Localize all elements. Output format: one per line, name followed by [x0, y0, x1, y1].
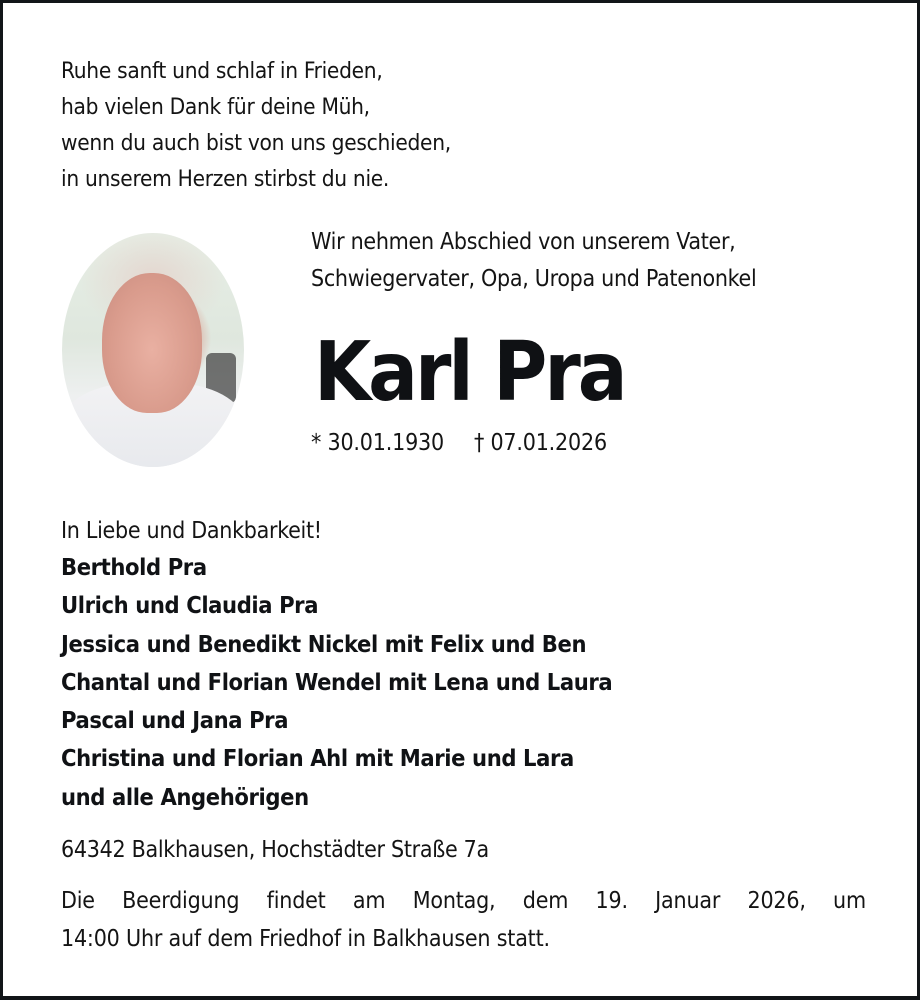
funeral-info — [61, 882, 866, 958]
mourner-name: und alle Angehörigen — [61, 782, 309, 811]
mourners-intro: In Liebe und Dankbarkeit! — [61, 518, 322, 544]
farewell-intro — [311, 224, 756, 298]
poem-line: wenn du auch bist von uns geschieden, — [61, 130, 451, 156]
mourner-name: Chantal und Florian Wendel mit Lena und Laura — [61, 667, 613, 696]
mourner-name: Berthold Pra — [61, 553, 207, 581]
poem-line: in unserem Herzen stirbst du nie. — [61, 166, 390, 192]
mourners-address: 64342 Balkhausen, Hochstädter Straße 7a — [61, 837, 489, 863]
funeral-line-2: 14:00 Uhr auf dem Friedhof in Balkhausen statt. — [61, 926, 550, 952]
mourner-name: Christina und Florian Ahl mit Marie und Lara — [61, 744, 574, 773]
intro-line: Schwiegervater, Opa, Uropa und Patenonkel — [311, 266, 757, 292]
mourner-name: Ulrich und Claudia Pra — [61, 591, 319, 620]
life-dates — [311, 425, 607, 461]
birth-date: * 30.01.1930 — [311, 430, 444, 456]
intro-line: Wir nehmen Abschied von unserem Vater, — [311, 229, 736, 255]
poem-line: hab vielen Dank für deine Müh, — [61, 94, 370, 120]
mourner-name: Jessica und Benedikt Nickel mit Felix und Ben — [61, 629, 587, 658]
poem-line: Ruhe sanft und schlaf in Frieden, — [61, 58, 383, 84]
death-date: † 07.01.2026 — [473, 430, 607, 456]
deceased-name: Karl Pra — [314, 325, 625, 420]
funeral-line-1: Die Beerdigung findet am Montag, dem 19. Januar 2026, um — [61, 888, 866, 914]
memorial-poem — [61, 53, 451, 197]
portrait-photo — [62, 233, 244, 467]
mourner-name: Pascal und Jana Pra — [61, 706, 289, 735]
mourners-list — [61, 548, 612, 816]
